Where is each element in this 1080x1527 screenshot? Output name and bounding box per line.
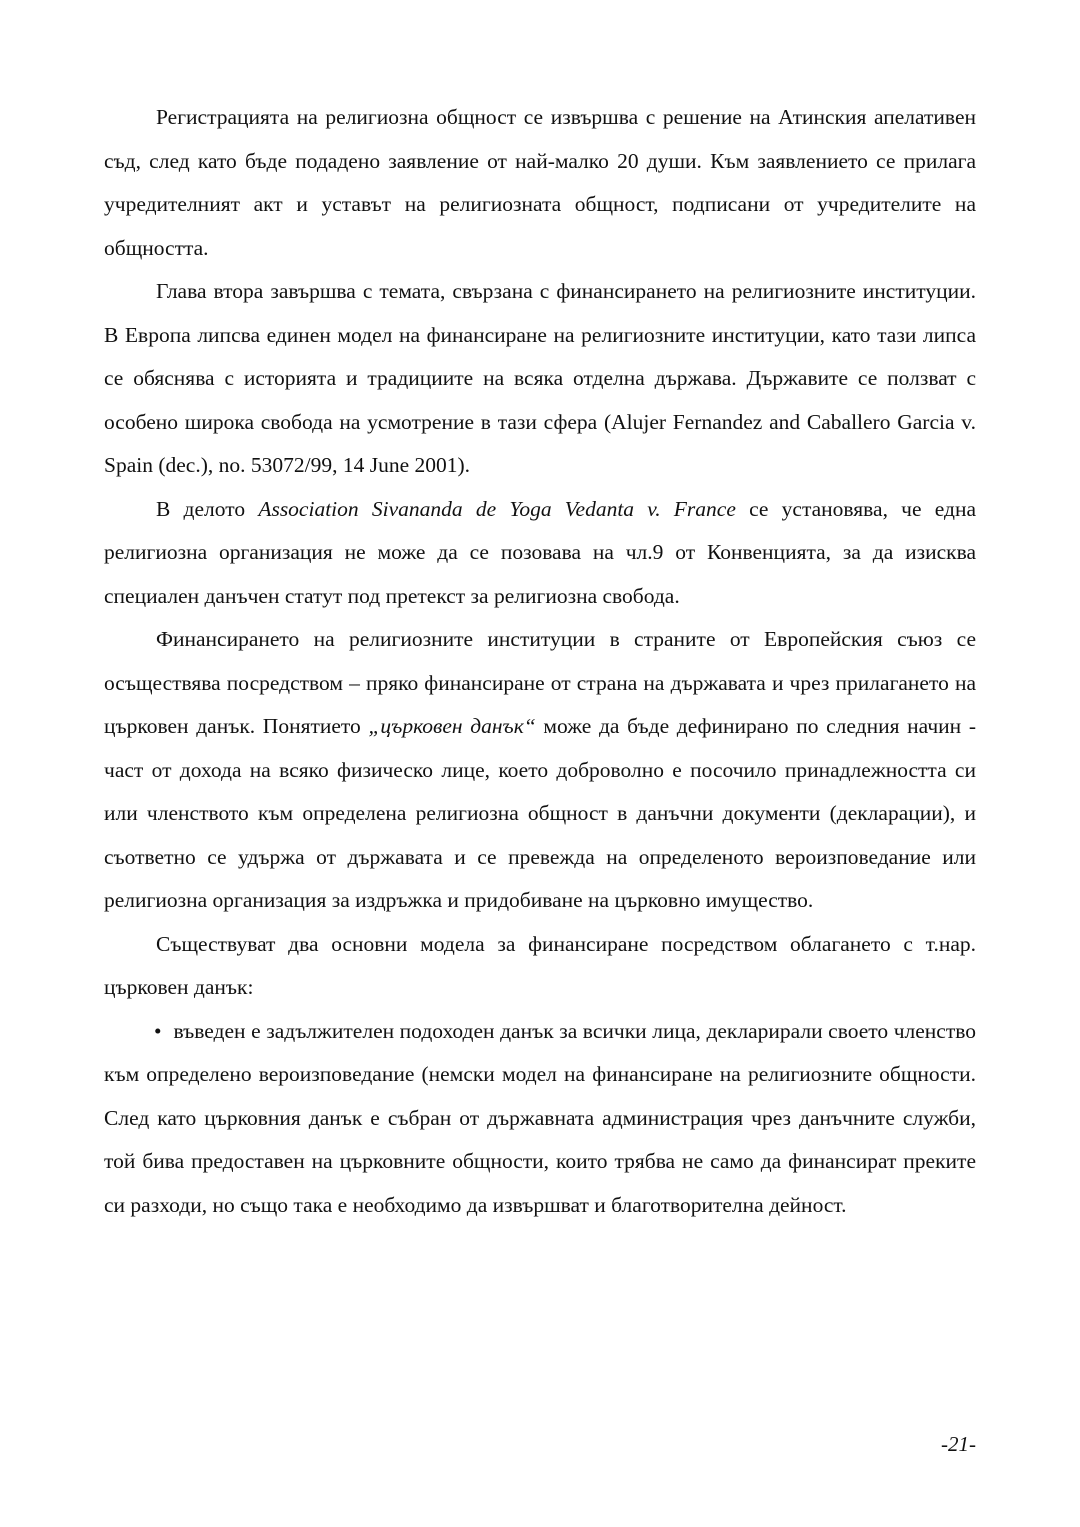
page-number: -21-	[941, 1432, 976, 1456]
case-name: Association Sivananda de Yoga Vedanta v. France	[258, 496, 736, 521]
paragraph-church-tax-definition	[104, 618, 976, 923]
paragraph-text-after: се установява, че една религиозна организация не може да се позовава на чл.9 от Конвенцията, за да изисква специален данъчен статут под претекст за религиозна свобода.	[104, 496, 976, 608]
paragraph-financing-intro: Глава втора завършва с темата, свързана с финансирането на религиозните институции. В Европа липсва единен модел на финансиране на религиозните институции, като тази липса се обяснява с историята и традициите на всяка отделна държава. Държавите се ползват с особено широка свобода на усмотрение в тази сфера (Alujer Fernandez and Caballero Garcia v. Spain (dec.), no. 53072/99, 14 June 2001).	[104, 279, 976, 477]
paragraph-text-before: Финансирането на религиозните институции в страните от Европейския съюз се осъществява посредством – пряко финансиране от страна на държавата и чрез прилагането на църковен данък. Понятието	[104, 627, 976, 738]
list-item	[104, 1010, 976, 1228]
paragraph-two-models: Съществуват два основни модела за финансиране посредством облагането с т.нар. църковен данък:	[104, 931, 976, 999]
paragraph-case-association	[104, 488, 976, 619]
document-page	[104, 96, 976, 1227]
bullet-icon: •	[154, 1018, 162, 1043]
church-tax-term: „църковен данък“	[368, 714, 536, 738]
list-item-text: въведен е задължителен подоходен данък за всички лица, декларирали своето членство към определено вероизповедание (немски модел на финансиране на религиозните общности. След като църковния данък е събран от държавната администрация чрез данъчните служби, той бива предоставен на църковните общности, които трябва не само да финансират преките си разходи, но също така е необходимо да извършват и благотворителна дейност.	[104, 1018, 976, 1217]
paragraph-registration: Регистрацията на религиозна общност се извършва с решение на Атинския апелативен съд, след като бъде подадено заявление от най-малко 20 души. Към заявлението се прилага учредителният акт и уставът на религиозната общност, подписани от учредителите на общността.	[104, 105, 976, 260]
paragraph-text-after: може да бъде дефинирано по следния начин - част от дохода на всяко физическо лице, което доброволно е посочило принадлежността си или членството към определена религиозна общност в данъчни документи (декларации), и съответно се удържа от държавата и се превежда на определеното вероизповедание или религиозна организация за издръжка и придобиване на църковно имущество.	[104, 714, 976, 912]
paragraph-text-before: В делото	[156, 496, 259, 521]
